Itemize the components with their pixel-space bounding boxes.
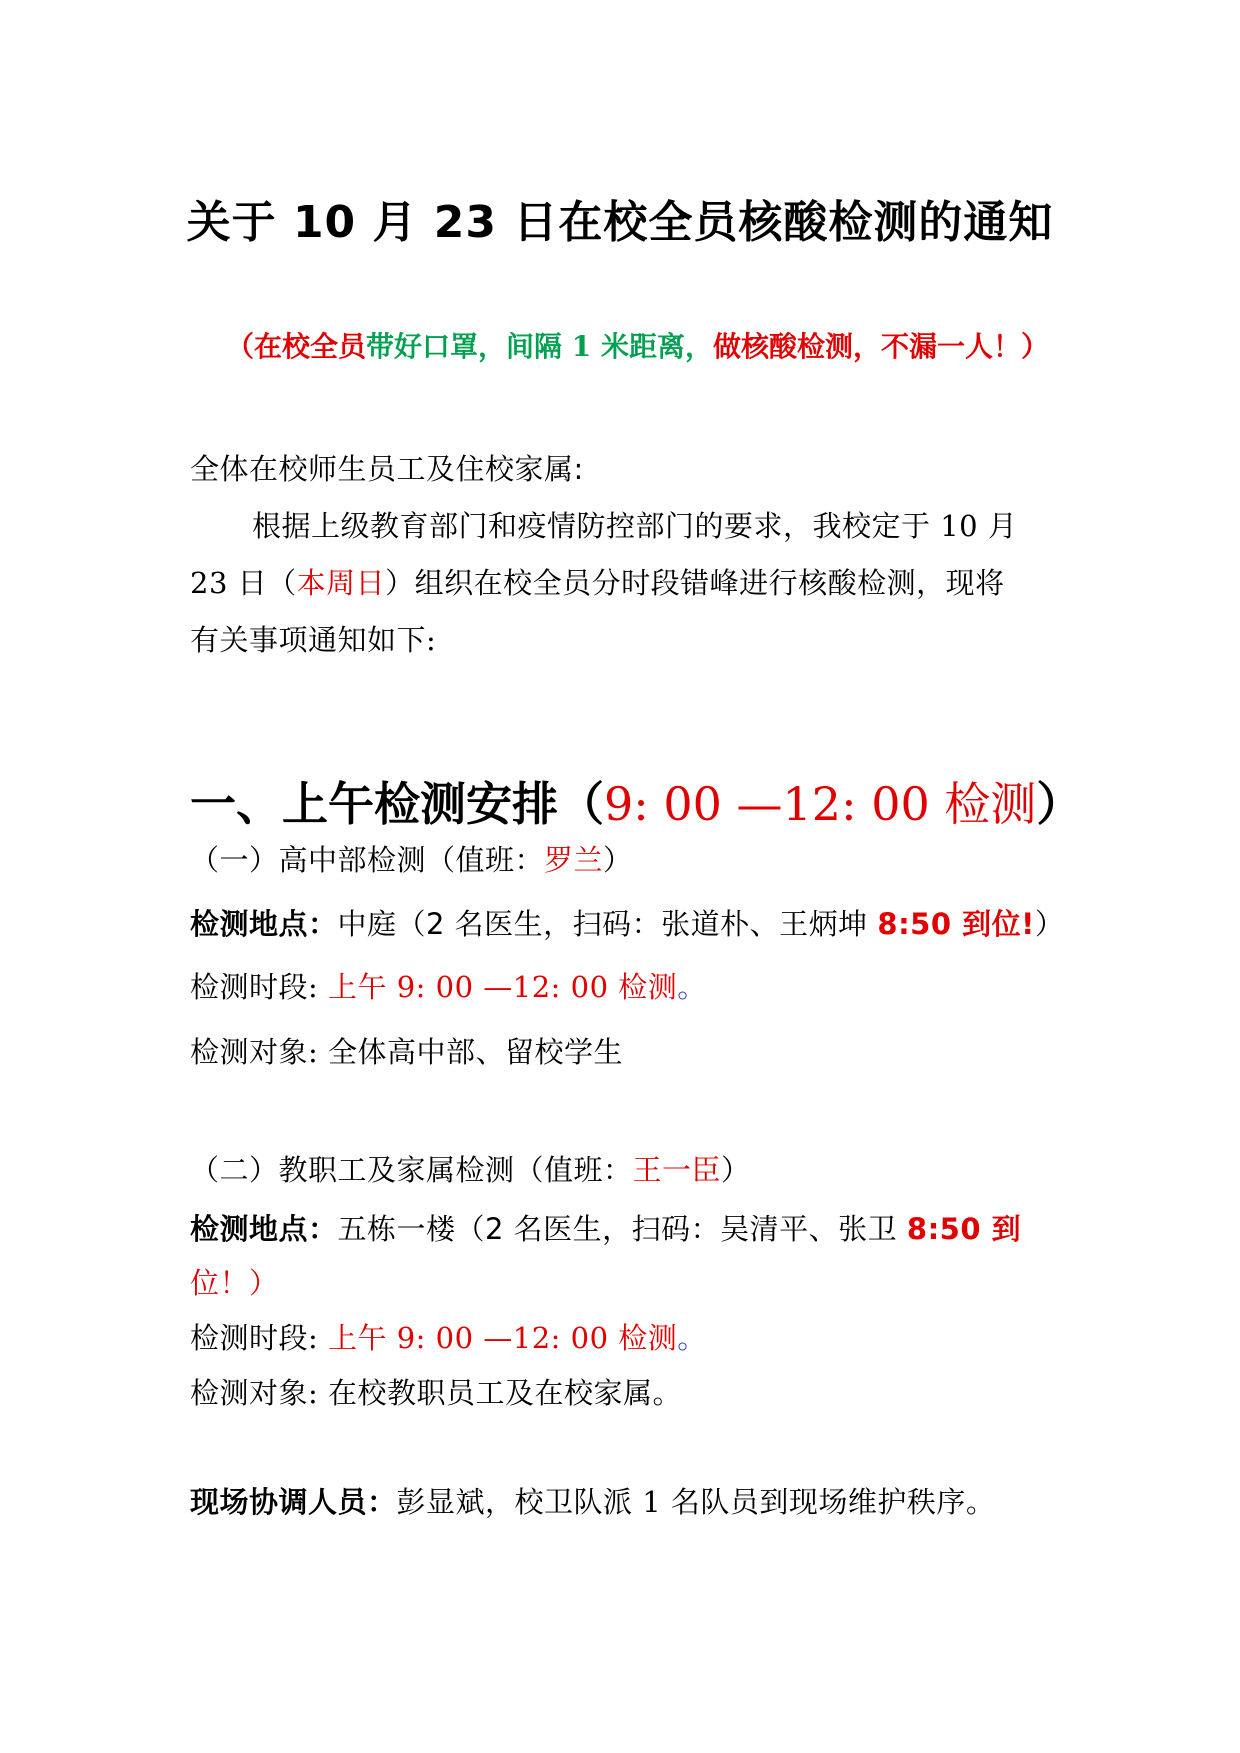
sub2-duty-name: 王一臣 bbox=[632, 1153, 722, 1187]
sub1-heading bbox=[190, 838, 633, 879]
subtitle-close: ） bbox=[1021, 330, 1050, 363]
coordinator-label: 现场协调人员： bbox=[190, 1485, 397, 1519]
sub2-period bbox=[190, 1316, 707, 1357]
sub2-target-label: 检测对象: bbox=[190, 1376, 328, 1410]
section1-heading-text: 一、上午检测安排（ bbox=[190, 777, 604, 831]
sub1-location bbox=[190, 902, 1064, 943]
sub2-location-label: 检测地点： bbox=[190, 1212, 338, 1246]
intro-line-2 bbox=[190, 561, 1005, 602]
page-title: 关于 10 月 23 日在校全员核酸检测的通知 bbox=[186, 197, 1054, 248]
subtitle-part1: 在校全员 bbox=[254, 330, 367, 363]
intro-highlight-sunday: 本周日 bbox=[296, 566, 386, 600]
sub1-period bbox=[190, 965, 707, 1006]
sub2-location-line-2 bbox=[190, 1261, 279, 1302]
sub2-target bbox=[190, 1371, 682, 1412]
sub2-location-time: 8:50 到 bbox=[906, 1212, 1022, 1246]
section1-heading-close: ） bbox=[1036, 777, 1083, 831]
sub2-heading-a: （二）教职工及家属检测（值班： bbox=[190, 1153, 633, 1187]
sub1-heading-b: ） bbox=[603, 843, 633, 877]
sub1-location-label: 检测地点： bbox=[190, 907, 338, 941]
sub2-period-end: 。 bbox=[677, 1321, 707, 1355]
coordinator bbox=[190, 1480, 995, 1521]
sub2-heading bbox=[190, 1148, 751, 1189]
sub2-period-value: 上午 9: 00 —12: 00 检测 bbox=[328, 1321, 678, 1355]
sub1-heading-a: （一）高中部检测（值班： bbox=[190, 843, 545, 877]
sub1-duty-name: 罗兰 bbox=[544, 843, 604, 877]
section1-heading bbox=[190, 768, 1082, 834]
sub2-heading-b: ） bbox=[721, 1153, 751, 1187]
subtitle-slogan bbox=[226, 325, 1049, 365]
sub1-location-time: 8:50 到位! bbox=[877, 907, 1035, 941]
intro-line-2-b: ）组织在校全员分时段错峰进行核酸检测，现将 bbox=[385, 566, 1005, 600]
sub2-location bbox=[190, 1207, 1021, 1248]
coordinator-value: 彭显斌，校卫队派 1 名队员到现场维护秩序。 bbox=[396, 1485, 996, 1519]
sub1-period-end: 。 bbox=[677, 970, 707, 1004]
sub1-location-value: 中庭（2 名医生，扫码：张道朴、王炳坤 bbox=[337, 907, 878, 941]
sub1-target bbox=[190, 1030, 623, 1071]
sub2-target-value: 在校教职员工及在校家属。 bbox=[328, 1376, 683, 1410]
subtitle-part3: 做核酸检测，不漏一人！ bbox=[713, 330, 1022, 363]
sub1-period-value: 上午 9: 00 —12: 00 检测 bbox=[328, 970, 678, 1004]
subtitle-part2: 带好口罩，间隔 1 米距离， bbox=[366, 330, 714, 363]
sub1-location-close: ） bbox=[1034, 907, 1065, 941]
subtitle-open: （ bbox=[226, 330, 255, 363]
sub2-period-label: 检测时段: bbox=[190, 1321, 328, 1355]
sub2-location-value: 五栋一楼（2 名医生，扫码：吴清平、张卫 bbox=[337, 1212, 907, 1246]
sub1-period-label: 检测时段: bbox=[190, 970, 328, 1004]
sub2-location-line2-text: 位！） bbox=[190, 1266, 279, 1300]
section1-heading-time: 9: 00 —12: 00 检测 bbox=[604, 777, 1037, 831]
intro-line-3: 有关事项通知如下: bbox=[190, 623, 437, 657]
sub1-target-value: 全体高中部、留校学生 bbox=[328, 1035, 624, 1069]
greeting: 全体在校师生员工及住校家属: bbox=[190, 452, 584, 486]
intro-line-1: 根据上级教育部门和疫情防控部门的要求，我校定于 10 月 bbox=[252, 509, 1018, 543]
intro-line-2-a: 23 日（ bbox=[190, 566, 297, 600]
sub1-target-label: 检测对象: bbox=[190, 1035, 328, 1069]
